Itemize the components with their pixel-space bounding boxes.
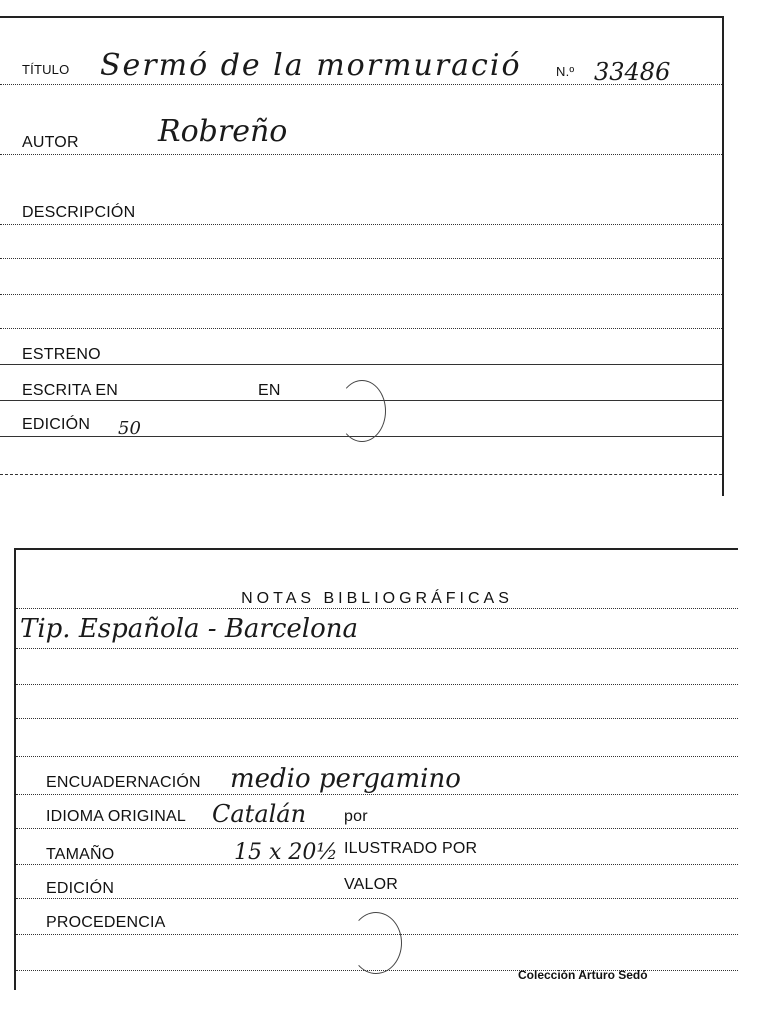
autor-label: AUTOR <box>22 134 79 151</box>
edicion-label: EDICIÓN <box>22 416 91 433</box>
bottom-catalog-card <box>14 548 738 990</box>
rule-line <box>16 864 738 865</box>
escrita-en-label: ESCRITA EN <box>22 382 118 399</box>
rule-line <box>0 474 722 475</box>
en-label: EN <box>258 382 281 399</box>
idioma-value: Catalán <box>212 800 307 828</box>
titulo-value: Sermó de la mormuració <box>100 48 522 83</box>
rule-line <box>16 794 738 795</box>
collection-footer: Colección Arturo Sedó <box>518 968 648 982</box>
rule-line <box>16 898 738 899</box>
numero-value: 33486 <box>594 58 671 86</box>
edicion-label-bottom: EDICIÓN <box>46 880 115 897</box>
rule-line <box>0 258 722 259</box>
rule-line <box>0 84 722 85</box>
notas-value: Tip. Española - Barcelona <box>20 614 359 644</box>
rule-line <box>0 154 722 155</box>
rule-line <box>0 224 722 225</box>
top-catalog-card <box>0 16 724 496</box>
edicion-value: 50 <box>118 418 141 439</box>
ilustrado-label: ILUSTRADO POR <box>344 840 478 857</box>
tamano-label: TAMAÑO <box>46 846 115 863</box>
rule-line <box>16 608 738 609</box>
rule-line <box>16 828 738 829</box>
encuadernacion-label: ENCUADERNACIÓN <box>46 774 201 791</box>
stamp-circle <box>338 380 386 442</box>
encuadernacion-value: medio pergamino <box>230 764 461 794</box>
idioma-label: IDIOMA ORIGINAL <box>46 808 186 825</box>
rule-line <box>16 718 738 719</box>
por-label: por <box>344 808 368 825</box>
autor-value: Robreño <box>158 114 288 149</box>
rule-line <box>0 364 722 365</box>
rule-line <box>0 294 722 295</box>
tamano-value: 15 x 20½ <box>234 840 338 865</box>
rule-line <box>16 684 738 685</box>
titulo-label: TÍTULO <box>22 62 70 77</box>
procedencia-label: PROCEDENCIA <box>46 914 166 931</box>
stamp-circle <box>350 912 402 974</box>
rule-line <box>16 648 738 649</box>
rule-line <box>0 328 722 329</box>
descripcion-label: DESCRIPCIÓN <box>22 204 136 221</box>
valor-label: VALOR <box>344 876 399 893</box>
estreno-label: ESTRENO <box>22 346 101 363</box>
notas-heading: NOTAS BIBLIOGRÁFICAS <box>241 590 513 607</box>
numero-label: N.º <box>556 64 575 79</box>
rule-line <box>16 756 738 757</box>
